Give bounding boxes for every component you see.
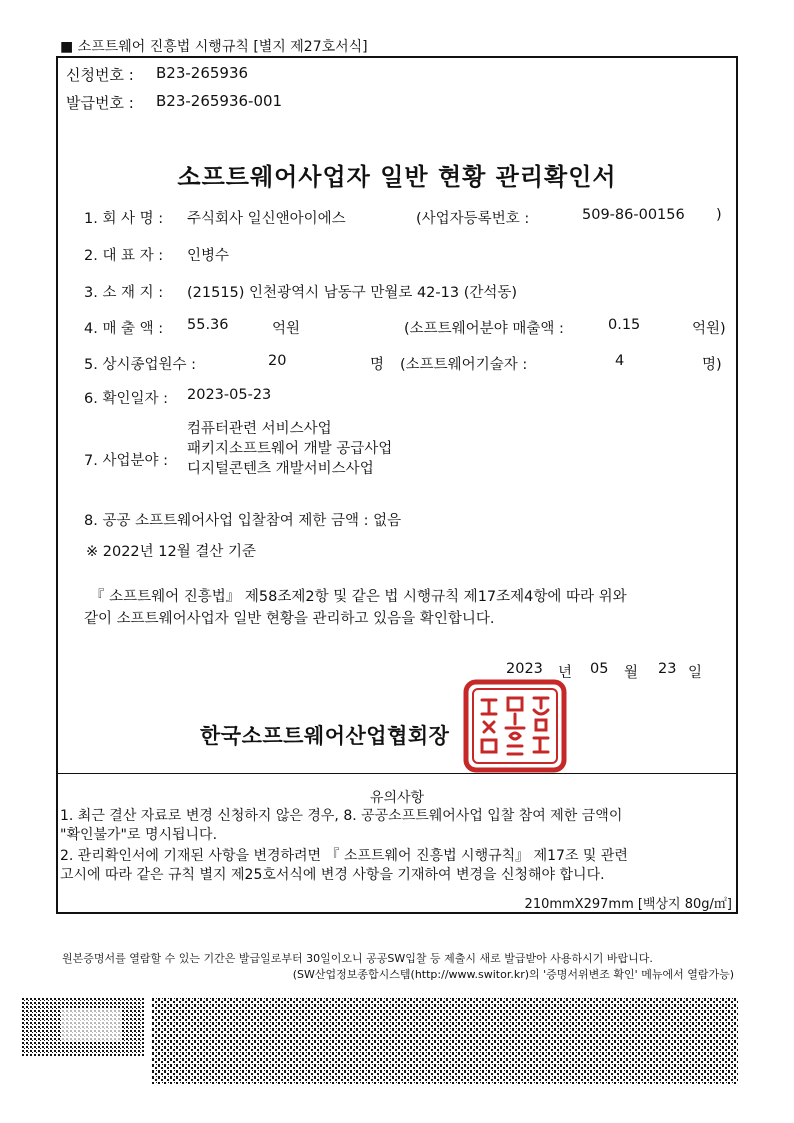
business-reg-label: (사업자등록번호 : xyxy=(416,211,530,227)
employees-label: 5. 상시종업원수 : xyxy=(84,357,196,373)
notice-line: 1. 최근 결산 자료로 변경 신청하지 않은 경우, 8. 공공소프트웨어사업 입찰 참여 제한 금액이 xyxy=(60,808,623,824)
statement-line: 『 소프트웨어 진흥법』 제58조제2항 및 같은 법 시행규칙 제17조제4항에 따라 위와 xyxy=(90,589,627,605)
company-name-value: 주식회사 일신앤아이에스 xyxy=(187,211,346,227)
date-day-unit: 일 xyxy=(688,665,703,681)
issuer-signature-name: 한국소프트웨어산업협회장 xyxy=(200,724,450,748)
application-number-value: B23-265936 xyxy=(156,64,249,82)
sw-engineers-value: 4 xyxy=(615,353,625,369)
issue-number-value: B23-265936-001 xyxy=(156,92,283,110)
paper-size-spec: 210mmX297mm [백상지 80g/㎡] xyxy=(524,897,732,912)
issue-number-label: 발급번호 : xyxy=(66,94,134,112)
business-field-item: 디지털콘텐츠 개발서비스사업 xyxy=(187,461,374,477)
document-verification-barcode xyxy=(22,998,144,1056)
company-name-label: 1. 회 사 명 : xyxy=(84,211,164,227)
footer-validity-note: 원본증명서를 열람할 수 있는 기간은 발급일로부터 30일이오니 공공SW입찰 등 제출시 새로 발급받아 사용하시기 바랍니다. xyxy=(62,952,653,965)
notice-line: "확인불가"로 명시됩니다. xyxy=(60,827,218,843)
sw-revenue-value: 0.15 xyxy=(608,317,641,333)
notice-line: 고시에 따라 같은 규칙 별지 제25호서식에 변경 사항을 기재하여 변경을 신청해야 합니다. xyxy=(60,867,605,883)
ceo-label: 2. 대 표 자 : xyxy=(84,248,164,264)
employees-value: 20 xyxy=(268,353,287,369)
business-field-item: 컴퓨터관련 서비스사업 xyxy=(187,421,332,437)
notice-line: 2. 관리확인서에 기재된 사항을 변경하려면 『 소프트웨어 진흥법 시행규칙』 제17조 및 관련 xyxy=(60,848,628,864)
ceo-value: 인병수 xyxy=(187,248,230,264)
bid-limit-text: 8. 공공 소프트웨어사업 입찰참여 제한 금액 : 없음 xyxy=(84,513,402,529)
employees-unit: 명 xyxy=(370,357,385,373)
document-integrity-barcode xyxy=(152,998,738,1084)
revenue-unit: 억원 xyxy=(272,321,301,337)
footer-verification-note: (SW산업정보종합시스템(http://www.switor.kr)의 '증명서위변조 확인' 메뉴에서 열람가능) xyxy=(292,968,734,981)
official-seal-stamp xyxy=(460,678,570,774)
address-value: (21515) 인천광역시 남동구 만월로 42-13 (간석동) xyxy=(187,285,518,301)
revenue-value: 55.36 xyxy=(187,317,229,333)
confirm-date-value: 2023-05-23 xyxy=(187,387,272,403)
business-reg-value: 509-86-00156 xyxy=(582,207,685,223)
sw-revenue-label: (소프트웨어분야 매출액 : xyxy=(404,321,564,337)
date-day: 23 xyxy=(658,661,677,677)
form-header-note: ■ 소프트웨어 진흥법 시행규칙 [별지 제27호서식] xyxy=(60,39,368,55)
confirm-date-label: 6. 확인일자 : xyxy=(84,391,168,407)
address-label: 3. 소 재 지 : xyxy=(84,285,164,301)
business-field-label: 7. 사업분야 : xyxy=(84,453,168,469)
revenue-label: 4. 매 출 액 : xyxy=(84,321,164,337)
application-number-label: 신청번호 : xyxy=(66,66,134,84)
notice-title: 유의사항 xyxy=(369,790,425,806)
settlement-basis-note: ※ 2022년 12월 결산 기준 xyxy=(86,544,256,560)
sw-engineers-unit: 명) xyxy=(702,357,722,373)
sw-revenue-unit: 억원) xyxy=(692,321,726,337)
date-year: 2023 xyxy=(506,661,543,677)
statement-line: 같이 소프트웨어사업자 일반 현황을 관리하고 있음을 확인합니다. xyxy=(84,611,495,627)
business-reg-close: ) xyxy=(716,207,722,223)
notice-divider xyxy=(58,773,736,774)
business-field-item: 패키지소프트웨어 개발 공급사업 xyxy=(187,441,393,457)
document-title: 소프트웨어사업자 일반 현황 관리확인서 xyxy=(177,163,617,191)
sw-engineers-label: (소프트웨어기술자 : xyxy=(400,357,528,373)
date-year-unit: 년 xyxy=(558,665,573,681)
date-month: 05 xyxy=(590,661,609,677)
date-month-unit: 월 xyxy=(624,665,639,681)
